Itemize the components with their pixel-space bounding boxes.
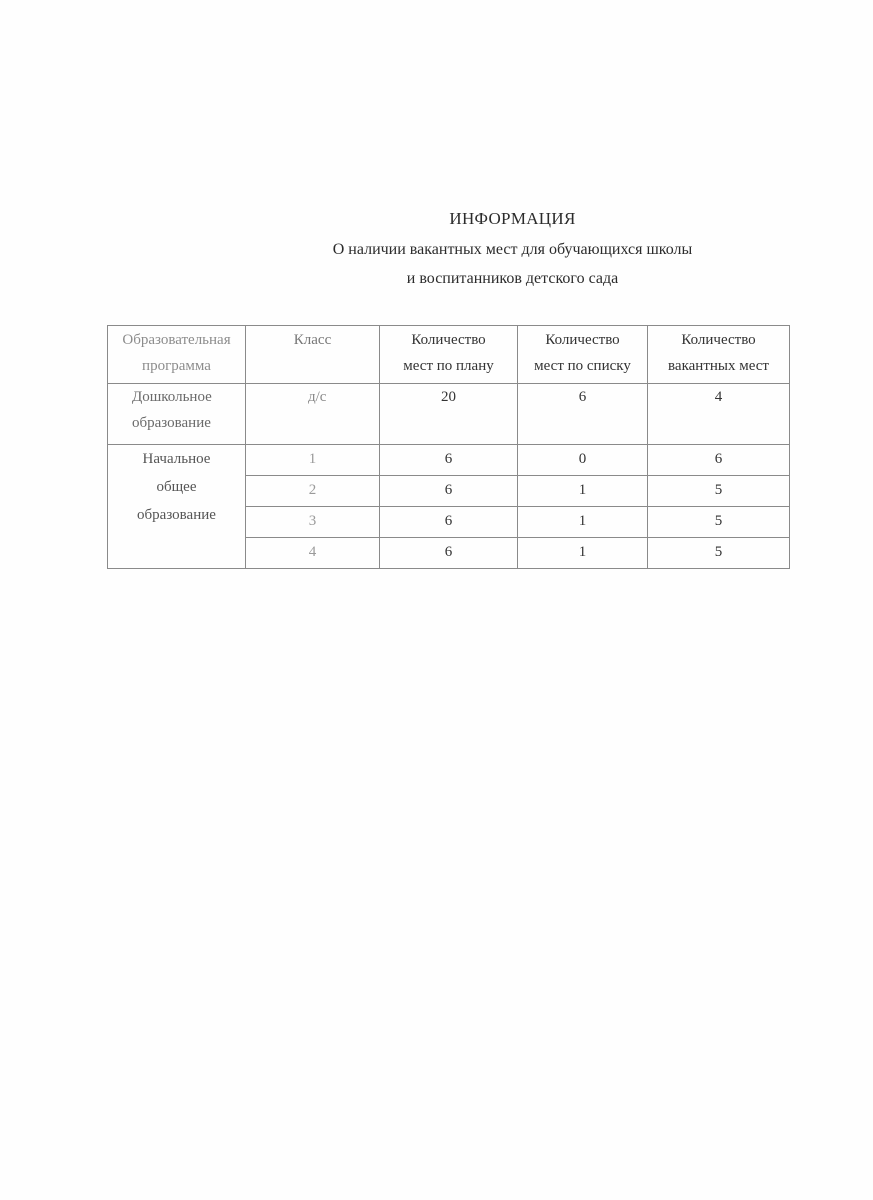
preschool-list: 6 <box>518 384 648 445</box>
plan-value: 6 <box>380 507 518 538</box>
class-number: 1 <box>246 445 380 476</box>
document-subtitle-line2: и воспитанников детского сада <box>406 270 619 287</box>
vacant-value: 5 <box>648 538 790 569</box>
primary-program-line1: Начальное <box>142 451 211 467</box>
table-row-preschool <box>108 384 790 445</box>
list-value: 1 <box>518 538 648 569</box>
primary-program-line3: образование <box>137 507 216 523</box>
vacancy-table <box>107 325 790 569</box>
primary-program-cell <box>108 445 246 569</box>
document-title: ИНФОРМАЦИЯ <box>449 209 576 228</box>
header-plan-line2: мест по плану <box>403 358 494 374</box>
header-plan-line1: Количество <box>411 332 486 348</box>
list-value: 0 <box>518 445 648 476</box>
table-row <box>108 445 790 476</box>
vacant-value: 5 <box>648 507 790 538</box>
vacant-value: 5 <box>648 476 790 507</box>
plan-value: 6 <box>380 445 518 476</box>
header-program-line2: программа <box>142 358 211 374</box>
preschool-program-line1: Дошкольное <box>132 389 212 405</box>
preschool-plan: 20 <box>380 384 518 445</box>
preschool-program-line2: образование <box>132 415 211 431</box>
list-value: 1 <box>518 507 648 538</box>
plan-value: 6 <box>380 476 518 507</box>
header-vacant <box>648 326 790 384</box>
header-class: Класс <box>246 326 380 384</box>
header-vacant-line2: вакантных мест <box>668 358 769 374</box>
header-vacant-line1: Количество <box>681 332 756 348</box>
preschool-program-cell <box>108 384 246 445</box>
document-subtitle-line1: О наличии вакантных мест для обучающихся школы <box>332 241 693 258</box>
header-program-line1: Образовательная <box>122 332 231 348</box>
header-plan <box>380 326 518 384</box>
primary-program-line2: общее <box>156 479 197 495</box>
list-value: 1 <box>518 476 648 507</box>
class-number: 4 <box>246 538 380 569</box>
header-list <box>518 326 648 384</box>
header-list-line1: Количество <box>545 332 620 348</box>
class-number: 2 <box>246 476 380 507</box>
class-number: 3 <box>246 507 380 538</box>
header-program <box>108 326 246 384</box>
plan-value: 6 <box>380 538 518 569</box>
table-header-row <box>108 326 790 384</box>
header-list-line2: мест по списку <box>534 358 631 374</box>
vacant-value: 6 <box>648 445 790 476</box>
preschool-vacant: 4 <box>648 384 790 445</box>
preschool-class: д/с <box>246 384 380 445</box>
